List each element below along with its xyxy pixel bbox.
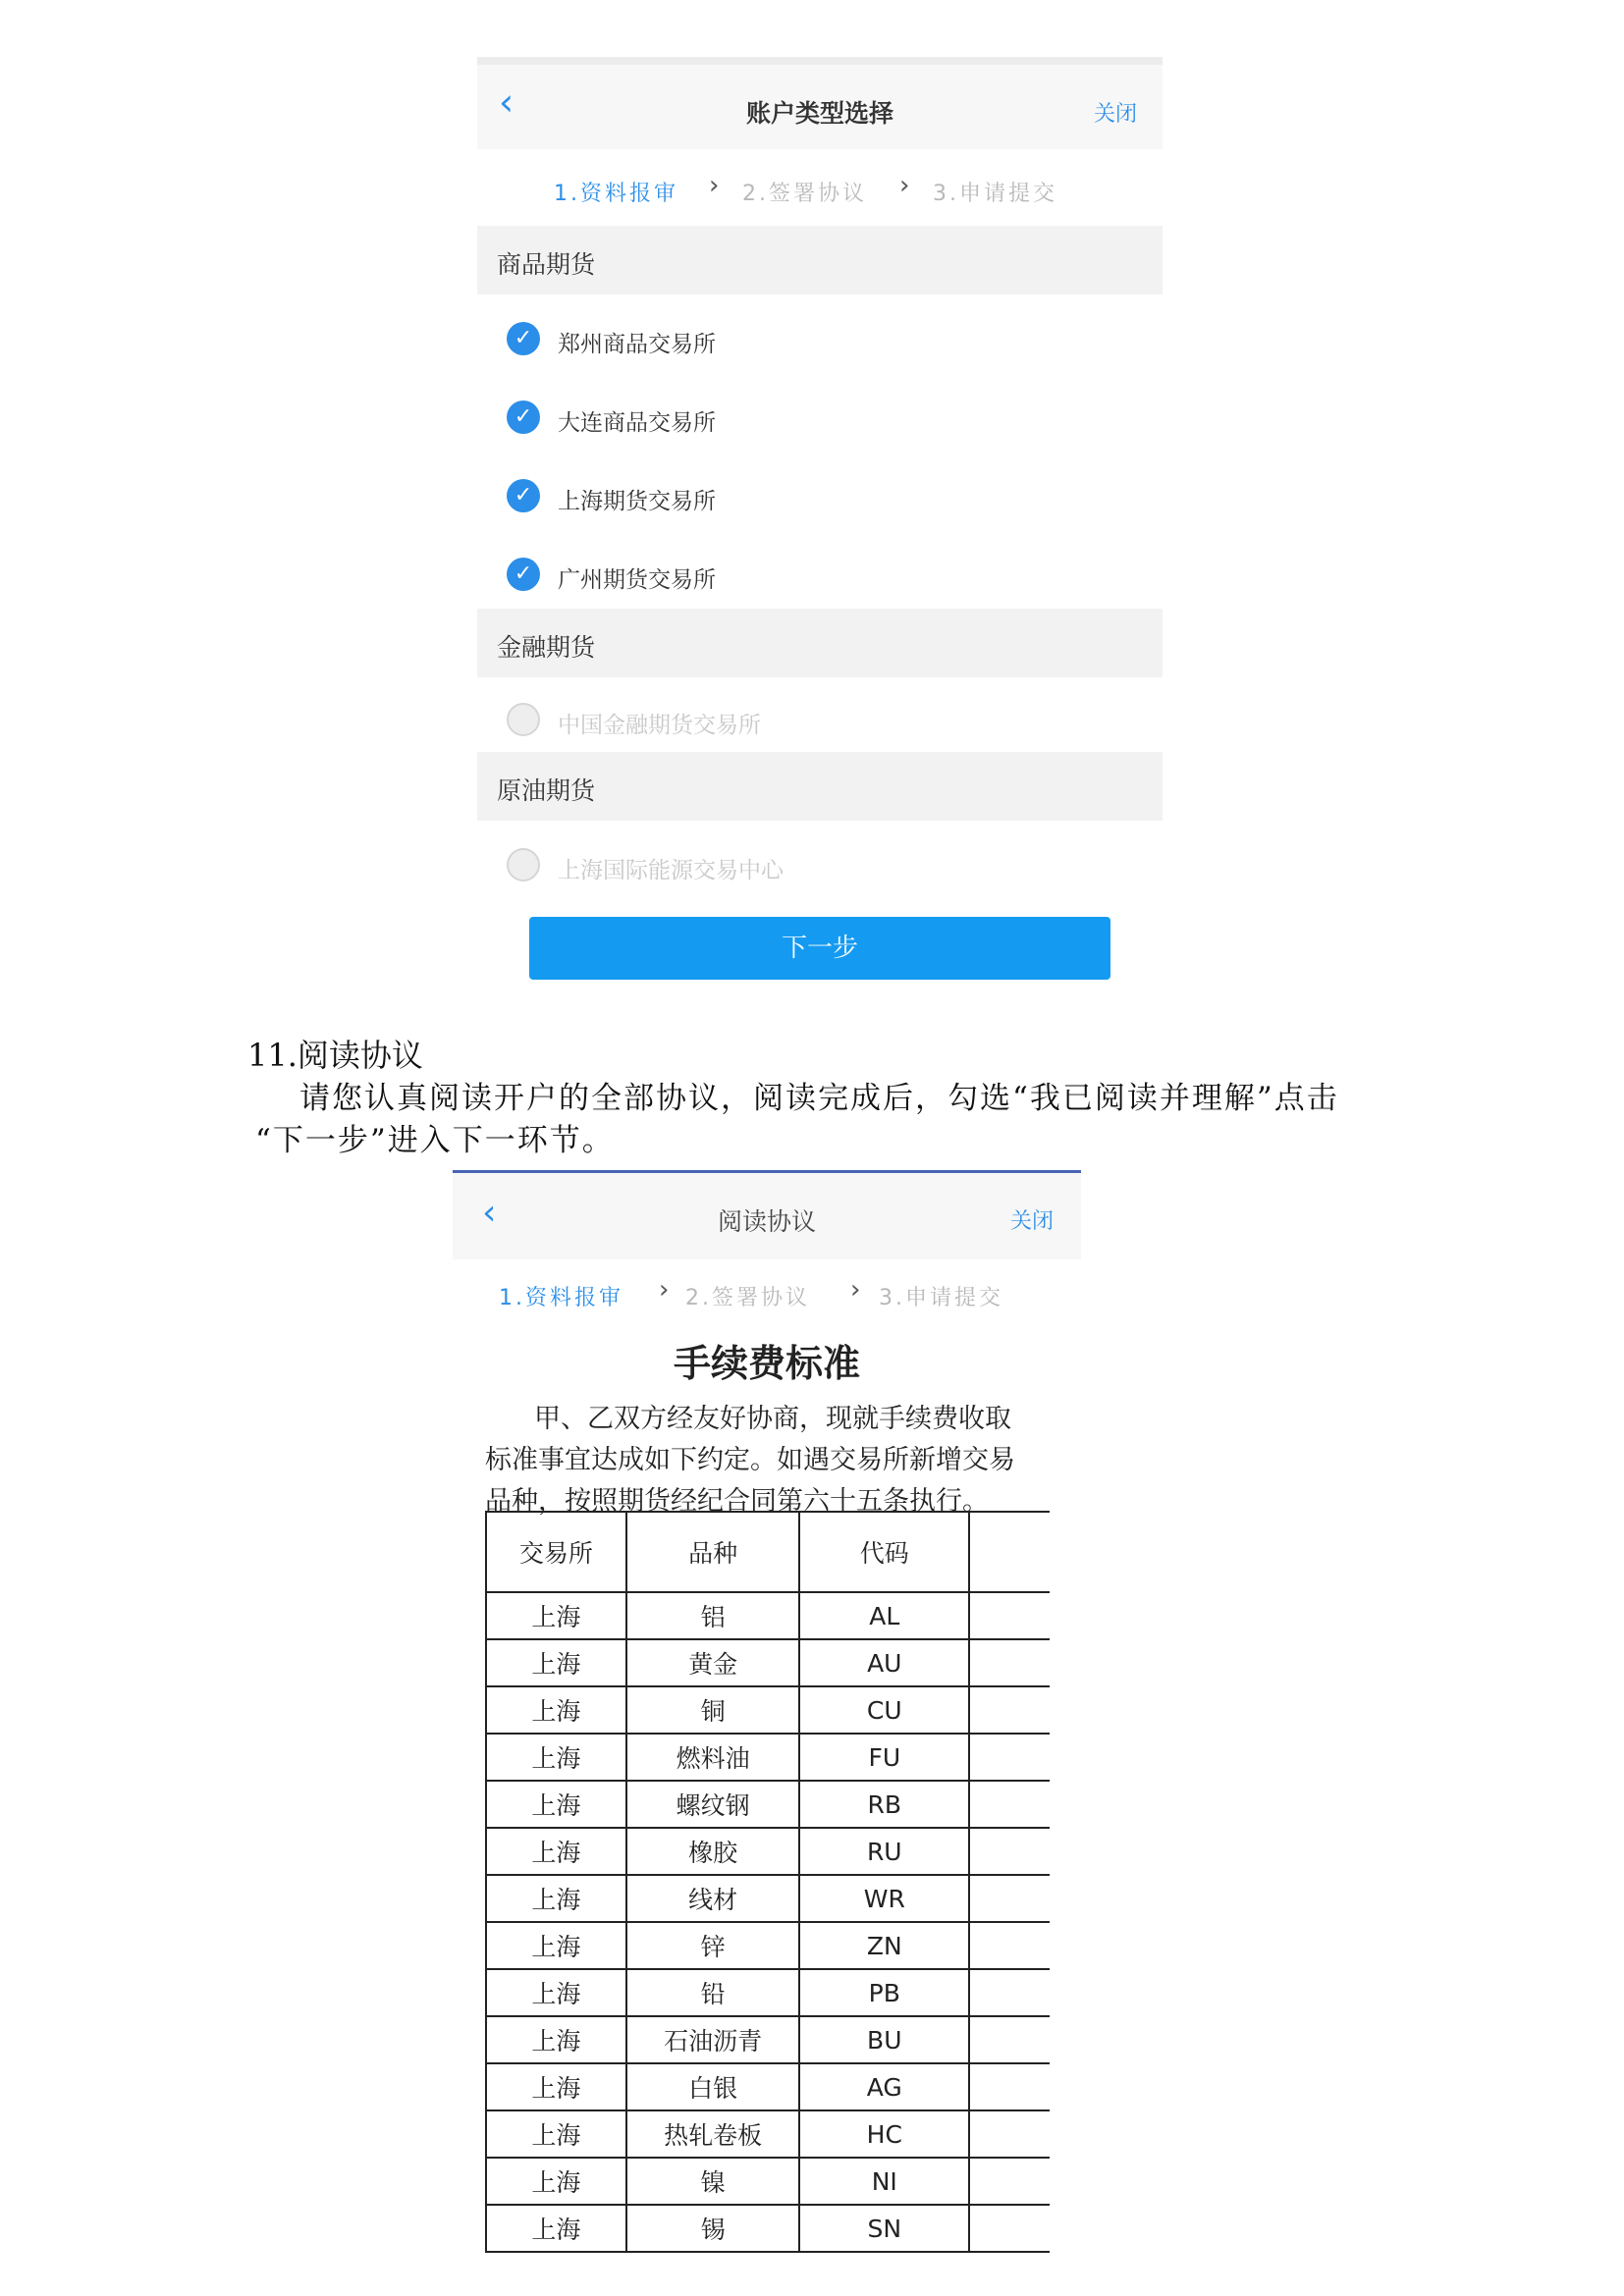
table-cell: RB bbox=[799, 1781, 969, 1828]
option-label: 大连商品交易所 bbox=[558, 410, 716, 436]
chevron-right-icon: › bbox=[899, 171, 910, 200]
table-cell: 石油沥青 bbox=[626, 2016, 800, 2063]
page-title: 账户类型选择 bbox=[745, 99, 893, 128]
option-label: 中国金融期货交易所 bbox=[558, 713, 761, 738]
option-label: 上海国际能源交易中心 bbox=[558, 858, 784, 883]
table-cell: 上海 bbox=[486, 2158, 626, 2205]
table-cell bbox=[969, 1686, 1050, 1734]
close-button[interactable]: 关闭 bbox=[1093, 102, 1137, 127]
section-label: 商品期货 bbox=[497, 250, 596, 279]
table-row bbox=[486, 2016, 1050, 2063]
table-cell: AG bbox=[799, 2063, 969, 2110]
table-row bbox=[486, 1639, 1050, 1686]
table-cell: 燃料油 bbox=[626, 1734, 800, 1781]
table-row bbox=[486, 1875, 1050, 1922]
step-1: 1.资料报审 bbox=[499, 1286, 623, 1310]
table-cell: 上海 bbox=[486, 1875, 626, 1922]
table-cell: 上海 bbox=[486, 2016, 626, 2063]
table-row bbox=[486, 1781, 1050, 1828]
table-cell: WR bbox=[799, 1875, 969, 1922]
table-cell: 黄金 bbox=[626, 1639, 800, 1686]
step-3: 3.申请提交 bbox=[879, 1286, 1003, 1310]
table-cell bbox=[969, 1922, 1050, 1969]
table-cell bbox=[969, 1781, 1050, 1828]
table-cell: BU bbox=[799, 2016, 969, 2063]
option-shanghai[interactable] bbox=[477, 457, 1163, 536]
option-label: 上海期货交易所 bbox=[558, 489, 716, 514]
step-2: 2.签署协议 bbox=[685, 1286, 810, 1310]
chevron-right-icon: › bbox=[659, 1275, 670, 1305]
table-cell bbox=[969, 1734, 1050, 1781]
table-cell: 白银 bbox=[626, 2063, 800, 2110]
section-crude-oil-futures bbox=[477, 752, 1163, 821]
table-cell: 上海 bbox=[486, 1686, 626, 1734]
column-header: 代码 bbox=[799, 1512, 969, 1592]
table-cell bbox=[969, 2016, 1050, 2063]
option-guangzhou[interactable] bbox=[477, 536, 1163, 614]
account-type-screenshot bbox=[477, 57, 1163, 1006]
table-cell: 上海 bbox=[486, 1639, 626, 1686]
checked-icon[interactable]: ✓ bbox=[507, 479, 540, 512]
table-cell: 线材 bbox=[626, 1875, 800, 1922]
option-label: 广州期货交易所 bbox=[558, 567, 716, 593]
option-ine[interactable] bbox=[477, 827, 1163, 905]
unchecked-icon[interactable] bbox=[507, 703, 540, 736]
column-header: 品种 bbox=[626, 1512, 800, 1592]
unchecked-icon[interactable] bbox=[507, 848, 540, 881]
table-row bbox=[486, 2063, 1050, 2110]
table-row bbox=[486, 1686, 1050, 1734]
nav-bar bbox=[453, 1173, 1081, 1259]
step-2: 2.签署协议 bbox=[742, 182, 867, 206]
column-header: 交易所 bbox=[486, 1512, 626, 1592]
fee-intro-line: 甲、乙双方经友好协商，现就手续费收取 bbox=[534, 1404, 1011, 1434]
table-cell: 铝 bbox=[626, 1592, 800, 1639]
table-cell: 锌 bbox=[626, 1922, 800, 1969]
table-cell: SN bbox=[799, 2205, 969, 2252]
table-cell: 橡胶 bbox=[626, 1828, 800, 1875]
table-cell: CU bbox=[799, 1686, 969, 1734]
section-financial-futures bbox=[477, 609, 1163, 677]
table-row bbox=[486, 1828, 1050, 1875]
table-cell: 螺纹钢 bbox=[626, 1781, 800, 1828]
table-cell: FU bbox=[799, 1734, 969, 1781]
table-cell: 上海 bbox=[486, 1734, 626, 1781]
table-cell: NI bbox=[799, 2158, 969, 2205]
table-cell: PB bbox=[799, 1969, 969, 2016]
table-cell: 上海 bbox=[486, 1828, 626, 1875]
checked-icon[interactable]: ✓ bbox=[507, 558, 540, 591]
option-dalian[interactable] bbox=[477, 379, 1163, 457]
table-cell: AU bbox=[799, 1639, 969, 1686]
table-cell: 铅 bbox=[626, 1969, 800, 2016]
table-cell: RU bbox=[799, 1828, 969, 1875]
paragraph-line-1: 请您认真阅读开户的全部协议，阅读完成后，勾选“我已阅读并理解”点击 bbox=[299, 1081, 1339, 1116]
fee-table bbox=[485, 1511, 1050, 2253]
table-cell bbox=[969, 1639, 1050, 1686]
fee-standard-title: 手续费标准 bbox=[673, 1342, 860, 1385]
step-indicator bbox=[453, 1259, 1081, 1328]
table-row bbox=[486, 2158, 1050, 2205]
step-1: 1.资料报审 bbox=[554, 182, 678, 206]
paragraph-line-2: “下一步”进入下一环节。 bbox=[255, 1123, 615, 1158]
table-cell: 上海 bbox=[486, 2063, 626, 2110]
table-cell: AL bbox=[799, 1592, 969, 1639]
table-cell: 铜 bbox=[626, 1686, 800, 1734]
option-cffex[interactable] bbox=[477, 681, 1163, 760]
step-3: 3.申请提交 bbox=[933, 182, 1057, 206]
chevron-left-icon[interactable]: ‹ bbox=[499, 80, 514, 124]
table-cell: ZN bbox=[799, 1922, 969, 1969]
table-cell: 上海 bbox=[486, 2205, 626, 2252]
chevron-left-icon[interactable]: ‹ bbox=[482, 1193, 497, 1233]
table-cell bbox=[969, 2110, 1050, 2158]
chevron-right-icon: › bbox=[850, 1275, 861, 1305]
chevron-right-icon: › bbox=[709, 171, 720, 200]
option-zhengzhou[interactable] bbox=[477, 300, 1163, 379]
option-label: 郑州商品交易所 bbox=[558, 332, 716, 357]
table-cell: 上海 bbox=[486, 1922, 626, 1969]
table-cell bbox=[969, 1875, 1050, 1922]
section-commodity-futures bbox=[477, 226, 1163, 294]
table-cell: 锡 bbox=[626, 2205, 800, 2252]
table-header-row bbox=[486, 1512, 1050, 1592]
table-cell bbox=[969, 2158, 1050, 2205]
table-cell bbox=[969, 1592, 1050, 1639]
table-row bbox=[486, 2205, 1050, 2252]
table-row bbox=[486, 1922, 1050, 1969]
section-label: 原油期货 bbox=[497, 776, 596, 805]
table-row bbox=[486, 1734, 1050, 1781]
table-cell: 上海 bbox=[486, 1592, 626, 1639]
table-cell: 镍 bbox=[626, 2158, 800, 2205]
table-cell bbox=[969, 2063, 1050, 2110]
table-row bbox=[486, 1592, 1050, 1639]
table-cell: 热轧卷板 bbox=[626, 2110, 800, 2158]
table-cell: 上海 bbox=[486, 1969, 626, 2016]
table-row bbox=[486, 2110, 1050, 2158]
table-cell: 上海 bbox=[486, 2110, 626, 2158]
page-title: 阅读协议 bbox=[717, 1207, 816, 1236]
table-cell bbox=[969, 1969, 1050, 2016]
section-label: 金融期货 bbox=[497, 633, 596, 662]
table-cell bbox=[969, 2205, 1050, 2252]
table-cell: 上海 bbox=[486, 1781, 626, 1828]
fee-intro-line: 标准事宜达成如下约定。如遇交易所新增交易 bbox=[485, 1445, 1015, 1475]
step-indicator bbox=[477, 149, 1163, 226]
column-header bbox=[969, 1512, 1050, 1592]
fee-intro-line: 品种，按照期货经纪合同第六十五条执行。 bbox=[485, 1486, 989, 1517]
nav-bar bbox=[477, 57, 1163, 149]
checked-icon[interactable]: ✓ bbox=[507, 322, 540, 355]
close-button[interactable]: 关闭 bbox=[1009, 1209, 1054, 1234]
next-button[interactable]: 下一步 bbox=[529, 917, 1110, 980]
section-heading: 11.阅读协议 bbox=[247, 1037, 423, 1074]
checked-icon[interactable]: ✓ bbox=[507, 400, 540, 434]
table-row bbox=[486, 1969, 1050, 2016]
table-cell: HC bbox=[799, 2110, 969, 2158]
table-cell bbox=[969, 1828, 1050, 1875]
read-agreement-screenshot bbox=[453, 1170, 1081, 2255]
